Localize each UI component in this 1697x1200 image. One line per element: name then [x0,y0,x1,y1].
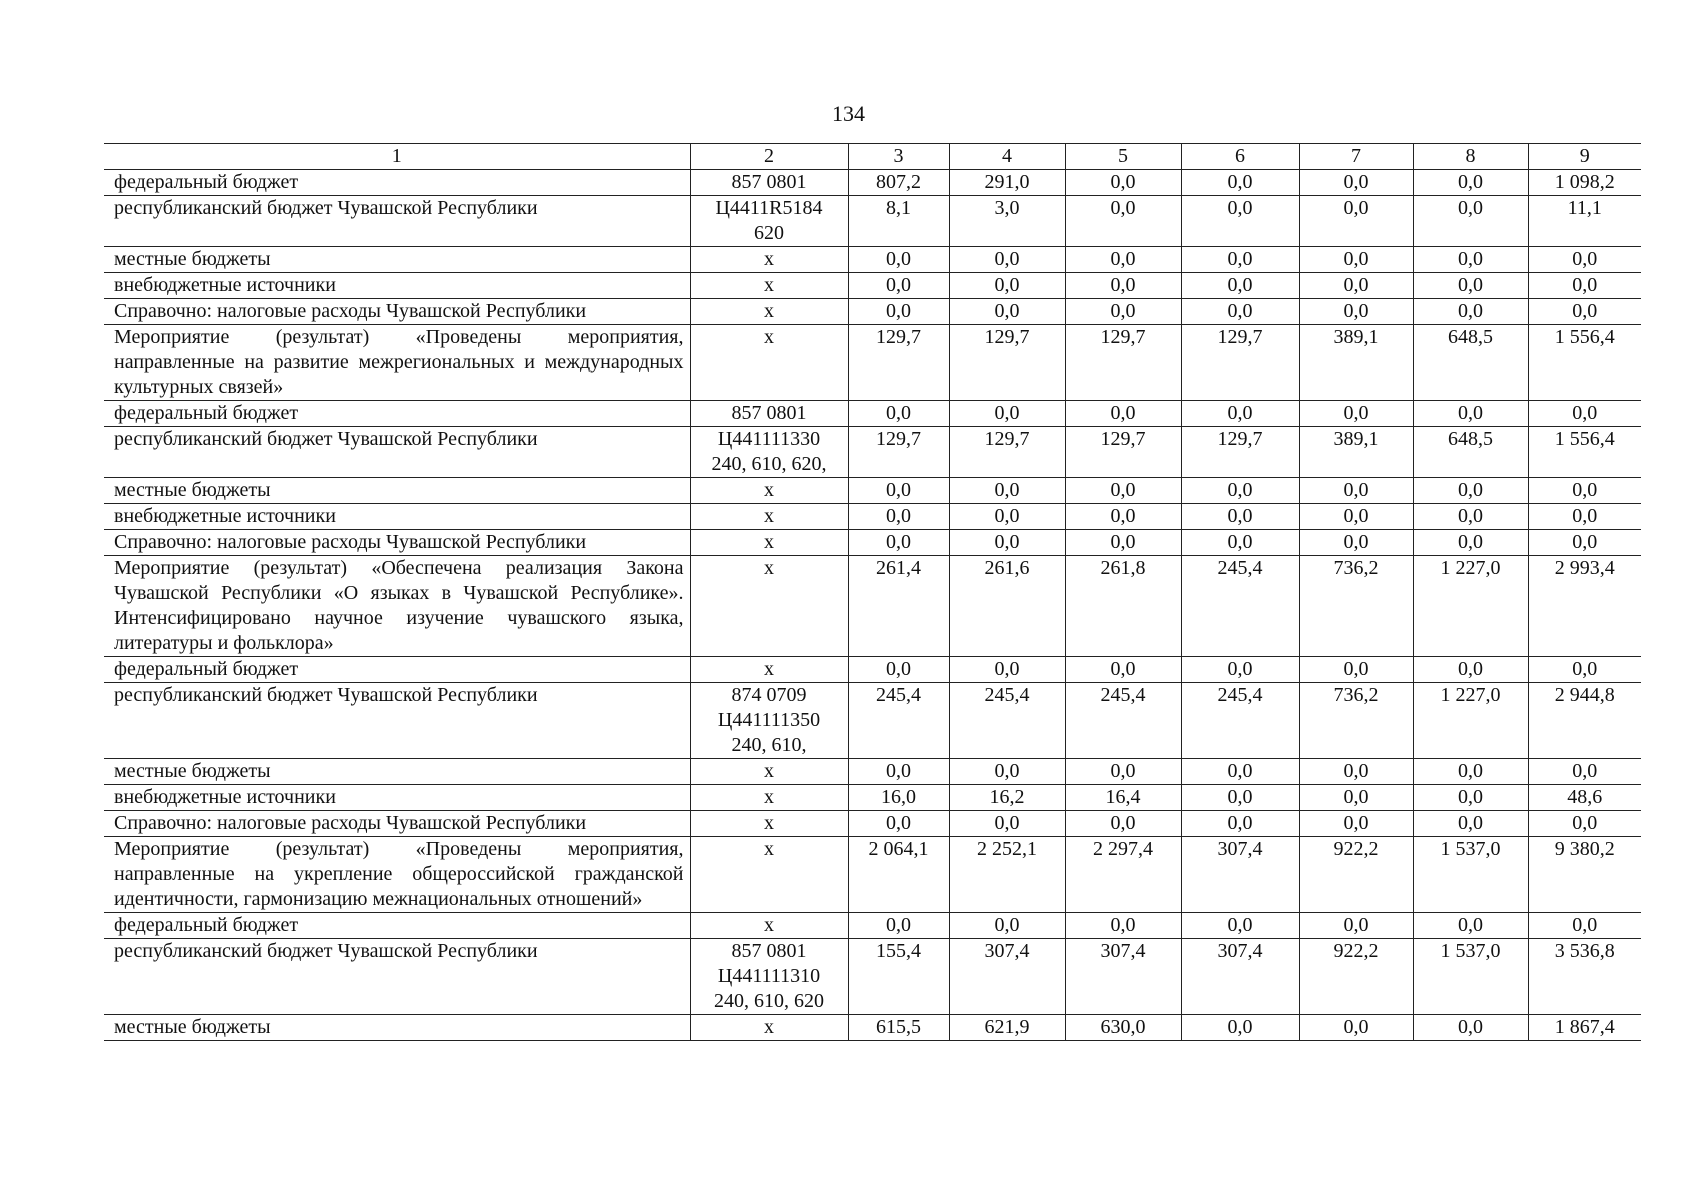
value-cell: 0,0 [1413,504,1528,530]
value-cell: 16,2 [949,785,1065,811]
budget-code-cell: x [690,299,848,325]
value-cell: 0,0 [1065,247,1181,273]
value-cell: 0,0 [1528,759,1641,785]
value-cell: 0,0 [1299,759,1413,785]
column-number: 5 [1065,144,1181,170]
value-cell: 261,4 [848,556,949,657]
row-name-cell: внебюджетные источники [104,504,690,530]
value-cell: 0,0 [1181,811,1299,837]
value-cell: 0,0 [949,273,1065,299]
value-cell: 0,0 [1065,196,1181,247]
value-cell: 261,6 [949,556,1065,657]
row-name-cell: республиканский бюджет Чувашской Республики [104,427,690,478]
row-name-cell: местные бюджеты [104,759,690,785]
value-cell: 155,4 [848,939,949,1015]
value-cell: 1 867,4 [1528,1015,1641,1041]
value-cell: 1 537,0 [1413,939,1528,1015]
value-cell: 0,0 [848,759,949,785]
value-cell: 0,0 [1299,530,1413,556]
budget-code-cell: x [690,837,848,913]
value-cell: 0,0 [949,401,1065,427]
budget-code-cell: x [690,759,848,785]
value-cell: 129,7 [949,427,1065,478]
value-cell: 0,0 [1413,811,1528,837]
value-cell: 0,0 [848,247,949,273]
row-name-cell: Справочно: налоговые расходы Чувашской Республики [104,299,690,325]
value-cell: 2 297,4 [1065,837,1181,913]
value-cell: 922,2 [1299,837,1413,913]
row-name-cell: внебюджетные источники [104,273,690,299]
value-cell: 307,4 [1181,837,1299,913]
value-cell: 0,0 [1528,913,1641,939]
budget-code-cell: x [690,913,848,939]
value-cell: 129,7 [949,325,1065,401]
table-row [104,785,1641,811]
value-cell: 0,0 [848,530,949,556]
table-row [104,811,1641,837]
row-name-cell: республиканский бюджет Чувашской Республики [104,939,690,1015]
value-cell: 1 556,4 [1528,325,1641,401]
value-cell: 0,0 [1413,657,1528,683]
row-name-cell: Справочно: налоговые расходы Чувашской Республики [104,811,690,837]
value-cell: 0,0 [1528,401,1641,427]
value-cell: 648,5 [1413,427,1528,478]
table-row [104,837,1641,913]
value-cell: 1 227,0 [1413,556,1528,657]
value-cell: 3,0 [949,196,1065,247]
value-cell: 0,0 [1413,478,1528,504]
value-cell: 261,8 [1065,556,1181,657]
value-cell: 0,0 [1181,196,1299,247]
value-cell: 0,0 [1299,785,1413,811]
value-cell: 0,0 [1413,170,1528,196]
row-name-cell: федеральный бюджет [104,401,690,427]
value-cell: 0,0 [1413,196,1528,247]
value-cell: 0,0 [1181,530,1299,556]
budget-code-cell: 857 0801 Ц441111310 240, 610, 620 [690,939,848,1015]
budget-code-cell: Ц4411R5184 620 [690,196,848,247]
value-cell: 0,0 [1299,170,1413,196]
column-number: 9 [1528,144,1641,170]
value-cell: 0,0 [1181,759,1299,785]
row-name-cell: Мероприятие (результат) «Проведены мероприятия, направленные на укрепление общероссийской гражданской идентичности, гармонизацию межнациональных отношений» [104,837,690,913]
value-cell: 0,0 [1065,170,1181,196]
budget-table [104,143,1641,1041]
value-cell: 0,0 [1413,785,1528,811]
value-cell: 0,0 [1413,530,1528,556]
value-cell: 2 944,8 [1528,683,1641,759]
value-cell: 0,0 [1413,273,1528,299]
table-row [104,478,1641,504]
value-cell: 0,0 [949,504,1065,530]
budget-code-cell: 857 0801 [690,170,848,196]
table-row [104,325,1641,401]
table-row [104,913,1641,939]
value-cell: 0,0 [949,478,1065,504]
value-cell: 0,0 [1299,811,1413,837]
budget-code-cell: x [690,1015,848,1041]
value-cell: 3 536,8 [1528,939,1641,1015]
budget-code-cell: 857 0801 [690,401,848,427]
column-number: 1 [104,144,690,170]
value-cell: 0,0 [1413,913,1528,939]
value-cell: 291,0 [949,170,1065,196]
value-cell: 0,0 [949,247,1065,273]
value-cell: 129,7 [1181,325,1299,401]
table-row [104,1015,1641,1041]
value-cell: 129,7 [848,427,949,478]
value-cell: 922,2 [1299,939,1413,1015]
value-cell: 0,0 [1065,504,1181,530]
value-cell: 630,0 [1065,1015,1181,1041]
value-cell: 0,0 [1065,478,1181,504]
value-cell: 0,0 [848,401,949,427]
value-cell: 0,0 [1299,913,1413,939]
value-cell: 0,0 [1528,299,1641,325]
column-number: 4 [949,144,1065,170]
table-row [104,196,1641,247]
value-cell: 0,0 [949,759,1065,785]
value-cell: 0,0 [949,913,1065,939]
column-number: 3 [848,144,949,170]
table-row [104,170,1641,196]
value-cell: 736,2 [1299,556,1413,657]
table-row [104,759,1641,785]
value-cell: 0,0 [1528,811,1641,837]
value-cell: 1 098,2 [1528,170,1641,196]
value-cell: 8,1 [848,196,949,247]
value-cell: 0,0 [1065,657,1181,683]
value-cell: 0,0 [1299,478,1413,504]
table-row [104,273,1641,299]
value-cell: 736,2 [1299,683,1413,759]
column-number: 6 [1181,144,1299,170]
row-name-cell: республиканский бюджет Чувашской Республики [104,683,690,759]
table-row [104,556,1641,657]
value-cell: 0,0 [1181,478,1299,504]
value-cell: 0,0 [848,913,949,939]
value-cell: 0,0 [1528,657,1641,683]
value-cell: 0,0 [1181,401,1299,427]
column-number: 2 [690,144,848,170]
row-name-cell: федеральный бюджет [104,170,690,196]
value-cell: 0,0 [1299,1015,1413,1041]
row-name-cell: Мероприятие (результат) «Обеспечена реализация Закона Чувашской Республики «О языках в Чувашской Республике». Интенсифицировано научное изучение чувашского языка, литературы и фольклора» [104,556,690,657]
value-cell: 0,0 [848,299,949,325]
value-cell: 0,0 [848,273,949,299]
value-cell: 0,0 [949,299,1065,325]
value-cell: 0,0 [848,478,949,504]
value-cell: 0,0 [1181,170,1299,196]
value-cell: 245,4 [1181,556,1299,657]
value-cell: 0,0 [1299,401,1413,427]
value-cell: 0,0 [1065,299,1181,325]
value-cell: 389,1 [1299,325,1413,401]
table-row [104,530,1641,556]
budget-code-cell: x [690,657,848,683]
table-body [104,144,1641,1041]
value-cell: 615,5 [848,1015,949,1041]
value-cell: 9 380,2 [1528,837,1641,913]
budget-code-cell: x [690,556,848,657]
table-row [104,247,1641,273]
row-name-cell: федеральный бюджет [104,913,690,939]
row-name-cell: местные бюджеты [104,247,690,273]
value-cell: 0,0 [1528,273,1641,299]
column-number: 8 [1413,144,1528,170]
table-row [104,299,1641,325]
value-cell: 1 537,0 [1413,837,1528,913]
value-cell: 0,0 [1413,1015,1528,1041]
column-number-row [104,144,1641,170]
row-name-cell: Мероприятие (результат) «Проведены мероприятия, направленные на развитие межрегиональных и международных культурных связей» [104,325,690,401]
value-cell: 307,4 [949,939,1065,1015]
value-cell: 245,4 [1065,683,1181,759]
value-cell: 129,7 [1065,427,1181,478]
value-cell: 0,0 [1528,247,1641,273]
value-cell: 0,0 [1181,299,1299,325]
value-cell: 648,5 [1413,325,1528,401]
value-cell: 2 993,4 [1528,556,1641,657]
row-name-cell: федеральный бюджет [104,657,690,683]
budget-code-cell: x [690,530,848,556]
value-cell: 0,0 [1299,247,1413,273]
value-cell: 0,0 [949,530,1065,556]
row-name-cell: местные бюджеты [104,1015,690,1041]
table-row [104,401,1641,427]
value-cell: 0,0 [1413,401,1528,427]
value-cell: 2 252,1 [949,837,1065,913]
value-cell: 807,2 [848,170,949,196]
table-row [104,427,1641,478]
value-cell: 0,0 [1181,913,1299,939]
value-cell: 129,7 [848,325,949,401]
value-cell: 0,0 [848,657,949,683]
value-cell: 245,4 [949,683,1065,759]
value-cell: 0,0 [1413,759,1528,785]
page-number: 134 [832,101,865,126]
value-cell: 129,7 [1065,325,1181,401]
value-cell: 0,0 [1065,273,1181,299]
value-cell: 0,0 [1181,657,1299,683]
value-cell: 307,4 [1065,939,1181,1015]
value-cell: 0,0 [848,504,949,530]
table-row [104,683,1641,759]
value-cell: 2 064,1 [848,837,949,913]
value-cell: 1 556,4 [1528,427,1641,478]
value-cell: 0,0 [1299,504,1413,530]
value-cell: 0,0 [1065,759,1181,785]
row-name-cell: внебюджетные источники [104,785,690,811]
value-cell: 11,1 [1528,196,1641,247]
value-cell: 245,4 [1181,683,1299,759]
column-number: 7 [1299,144,1413,170]
budget-code-cell: x [690,478,848,504]
value-cell: 48,6 [1528,785,1641,811]
budget-code-cell: x [690,325,848,401]
value-cell: 0,0 [1065,401,1181,427]
budget-code-cell: x [690,247,848,273]
value-cell: 0,0 [1181,273,1299,299]
value-cell: 16,0 [848,785,949,811]
value-cell: 0,0 [1065,811,1181,837]
value-cell: 389,1 [1299,427,1413,478]
value-cell: 1 227,0 [1413,683,1528,759]
row-name-cell: Справочно: налоговые расходы Чувашской Республики [104,530,690,556]
value-cell: 0,0 [1181,785,1299,811]
value-cell: 16,4 [1065,785,1181,811]
budget-code-cell: x [690,785,848,811]
value-cell: 0,0 [949,811,1065,837]
value-cell: 0,0 [1299,273,1413,299]
value-cell: 0,0 [1299,196,1413,247]
value-cell: 0,0 [1413,299,1528,325]
value-cell: 621,9 [949,1015,1065,1041]
value-cell: 0,0 [1181,504,1299,530]
value-cell: 245,4 [848,683,949,759]
value-cell: 0,0 [1299,299,1413,325]
value-cell: 0,0 [848,811,949,837]
budget-code-cell: x [690,504,848,530]
value-cell: 0,0 [1181,1015,1299,1041]
table-row [104,939,1641,1015]
budget-code-cell: 874 0709 Ц441111350 240, 610, [690,683,848,759]
value-cell: 307,4 [1181,939,1299,1015]
value-cell: 0,0 [1181,247,1299,273]
budget-code-cell: Ц441111330 240, 610, 620, [690,427,848,478]
value-cell: 0,0 [1299,657,1413,683]
table-row [104,657,1641,683]
budget-code-cell: x [690,273,848,299]
budget-code-cell: x [690,811,848,837]
row-name-cell: местные бюджеты [104,478,690,504]
value-cell: 0,0 [1528,530,1641,556]
table-row [104,504,1641,530]
value-cell: 129,7 [1181,427,1299,478]
value-cell: 0,0 [949,657,1065,683]
value-cell: 0,0 [1528,504,1641,530]
value-cell: 0,0 [1065,530,1181,556]
value-cell: 0,0 [1528,478,1641,504]
value-cell: 0,0 [1065,913,1181,939]
row-name-cell: республиканский бюджет Чувашской Республики [104,196,690,247]
value-cell: 0,0 [1413,247,1528,273]
